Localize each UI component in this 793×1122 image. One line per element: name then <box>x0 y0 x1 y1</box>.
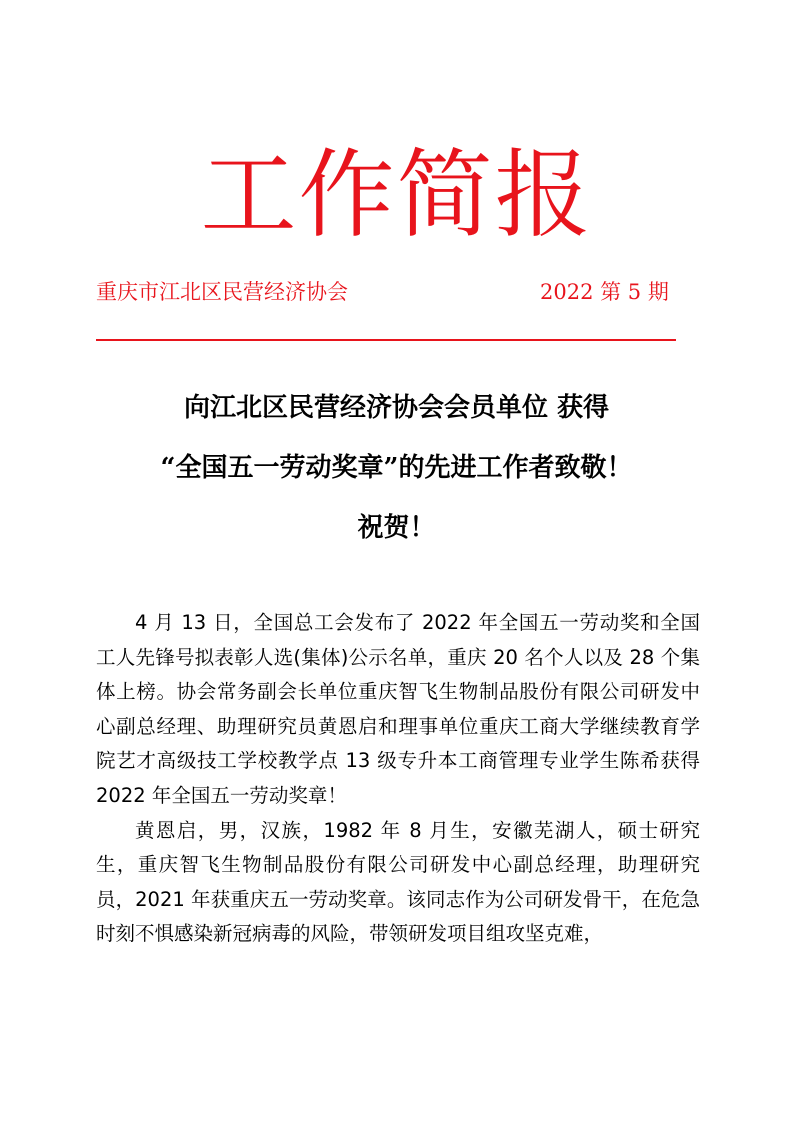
issuer-name: 重庆市江北区民营经济协会 <box>96 280 348 304</box>
headline-line-3: 祝贺！ <box>357 513 436 543</box>
article-body <box>96 606 700 952</box>
headline-line-2: “全国五一劳动奖章”的先进工作者致敬！ <box>160 453 633 483</box>
paragraph-2: 黄恩启，男，汉族，1982 年 8 月生，安徽芜湖人，硕士研究生，重庆智飞生物制品股份有限公司研发中心副总经理，助理研究员，2021 年获重庆五一劳动奖章。该同志作为公司研发骨干，在危急时刻不惧感染新冠病毒的风险，带领研发项目组攻坚克难， <box>96 818 700 946</box>
paragraph-1: 4 月 13 日，全国总工会发布了 2022 年全国五一劳动奖和全国工人先锋号拟表彰人选(集体)公示名单，重庆 20 名个人以及 28 个集体上榜。协会常务副会长单位重庆智飞生物制品股份有限公司研发中心副总经理、助理研究员黄恩启和理事单位重庆工商大学继续教育学院艺才高级技工学校教学点 13 级专升本工商管理专业学生陈希获得 2022 年全国五一劳动奖章！ <box>96 611 700 807</box>
masthead-title: 工作简报 <box>200 139 593 251</box>
masthead-divider <box>96 339 676 341</box>
headline-line-1: 向江北区民营经济协会会员单位 获得 <box>183 393 610 423</box>
issue-number: 2022 第 5 期 <box>540 280 669 304</box>
